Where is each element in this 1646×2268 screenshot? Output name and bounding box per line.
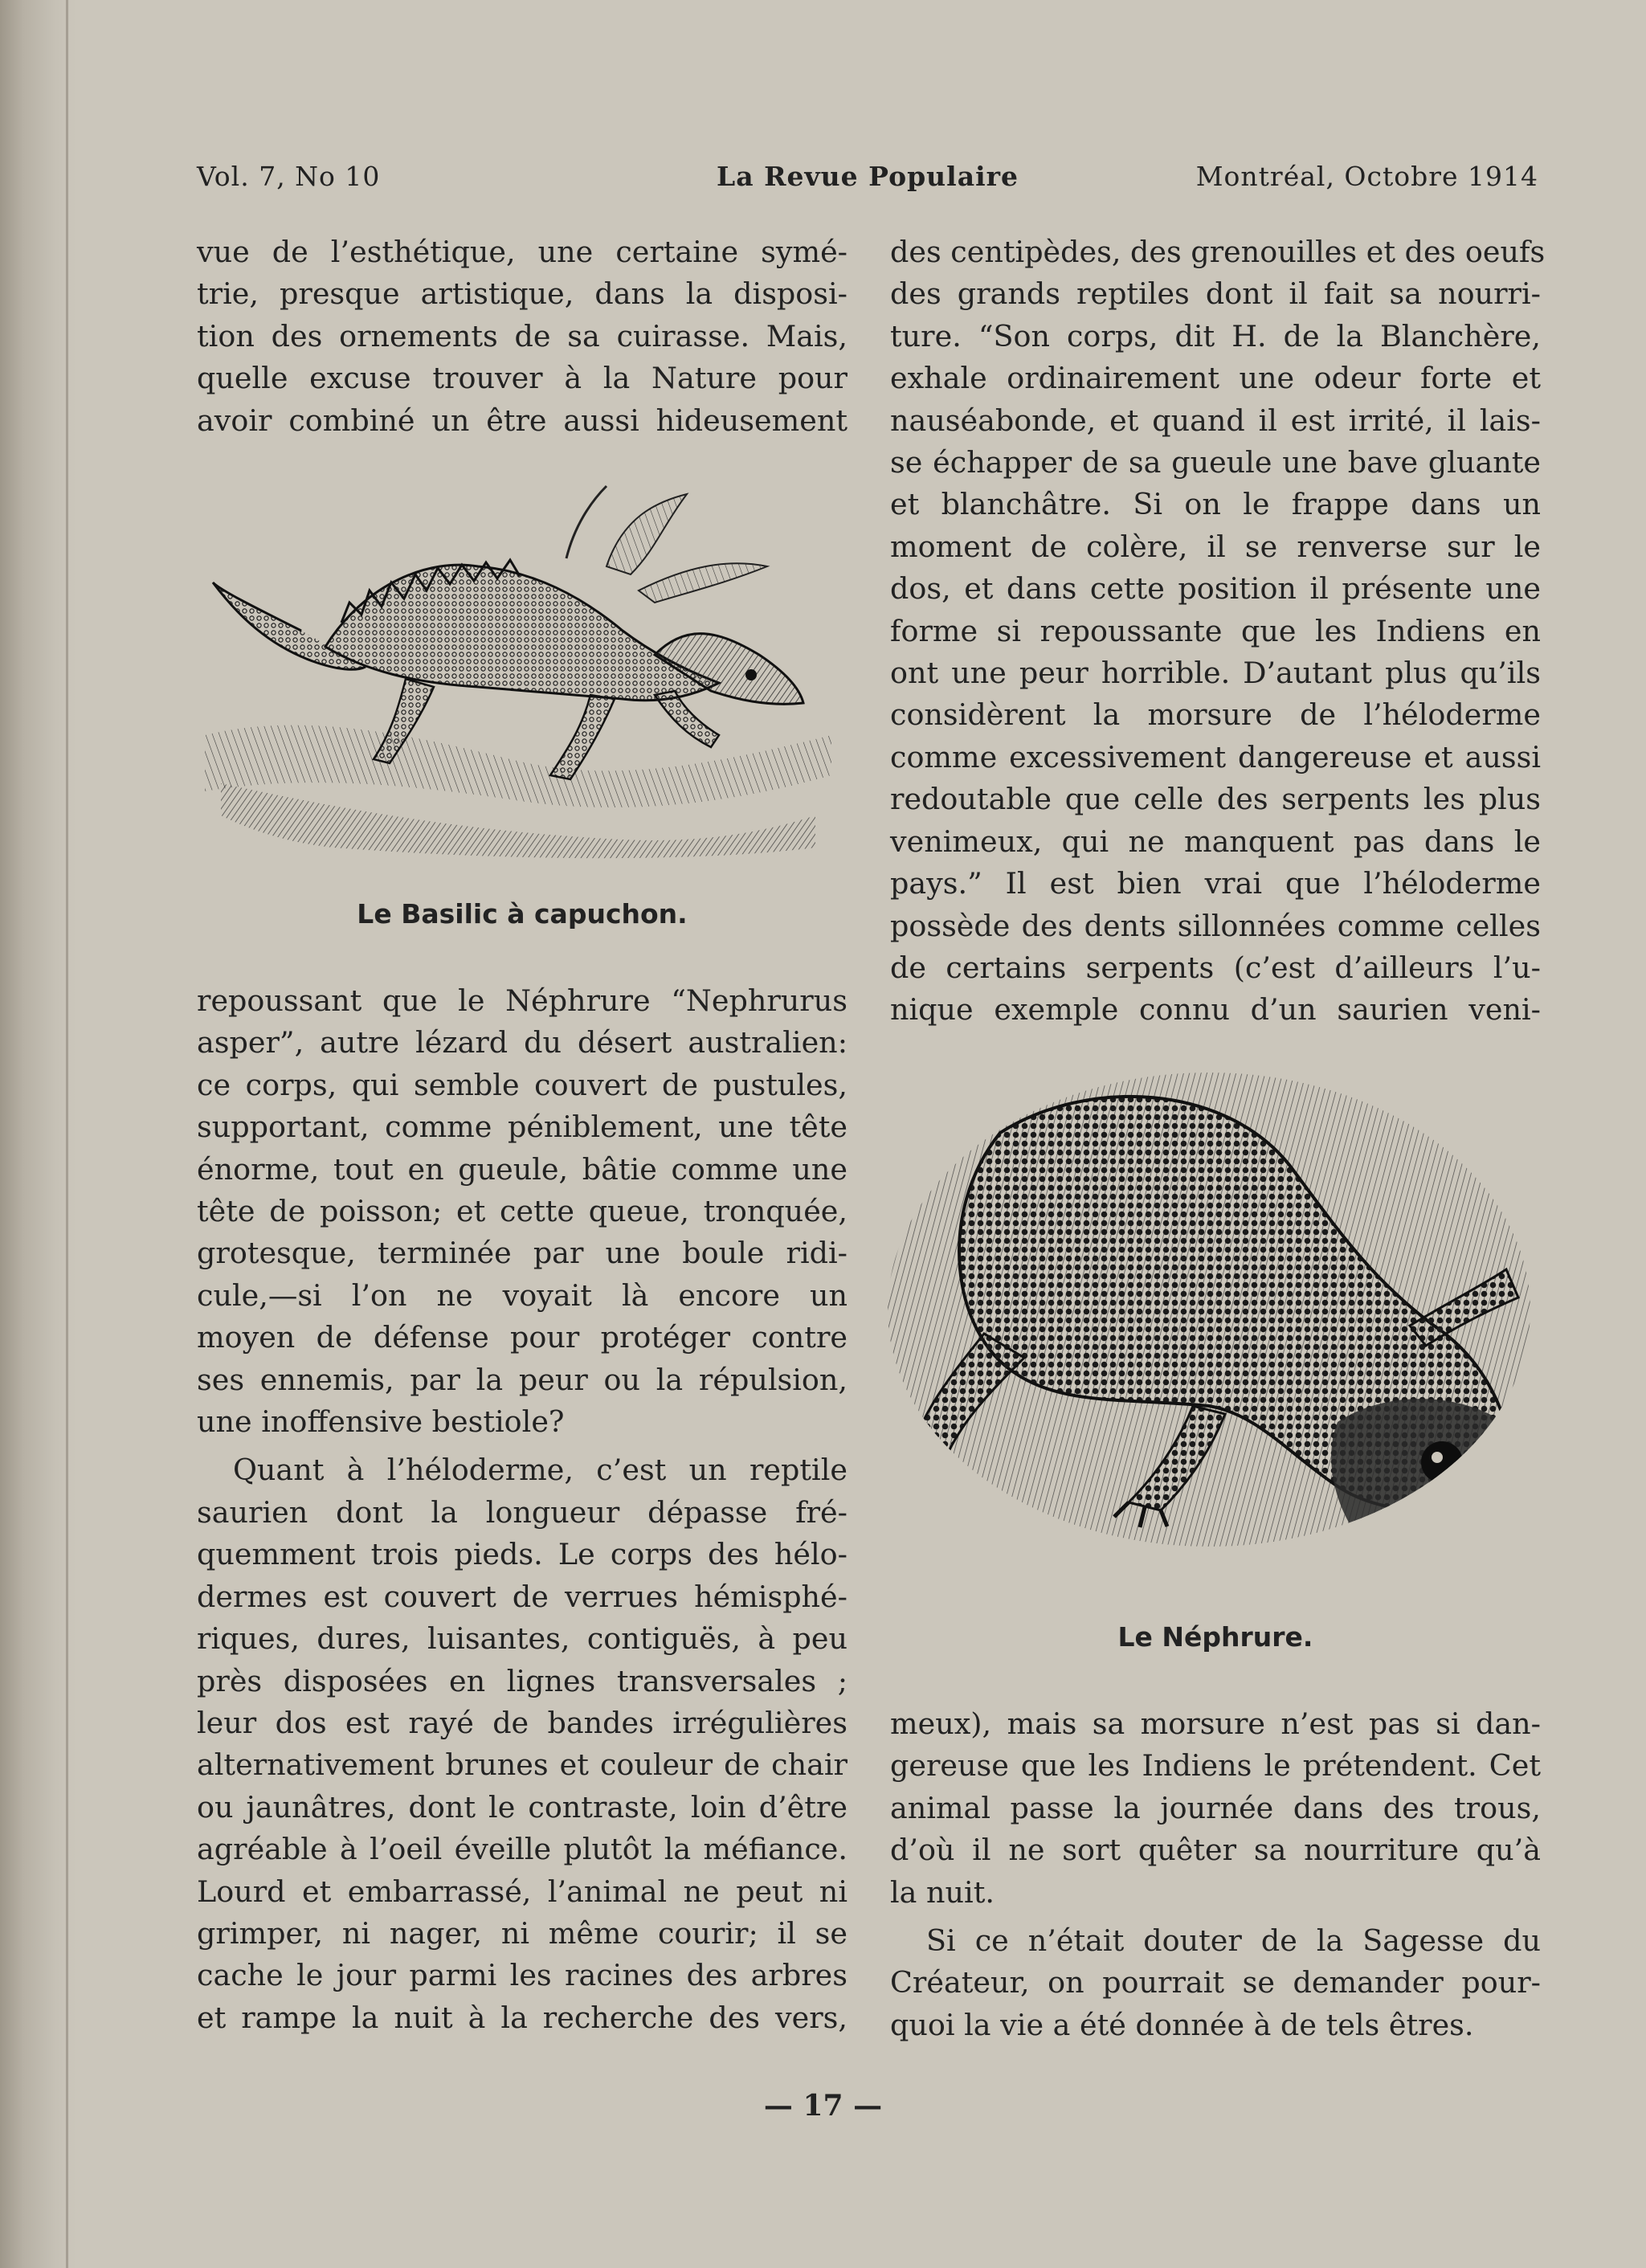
text-line: quemment trois pieds. Le corps des hélo- bbox=[197, 1537, 848, 1572]
text-line: moyen de défense pour protéger contre bbox=[197, 1320, 848, 1355]
text-line: exhale ordinairement une odeur forte et bbox=[890, 361, 1541, 396]
binding-edge bbox=[66, 0, 68, 2268]
page-spine-shadow bbox=[0, 0, 76, 2268]
text-line: pays.” Il est bien vrai que l’héloderme bbox=[890, 866, 1541, 901]
text-line: cule,—si l’on ne voyait là encore un bbox=[197, 1277, 848, 1313]
nephrure-illustration bbox=[888, 1069, 1530, 1551]
text-line: possède des dents sillonnées comme celles bbox=[890, 908, 1541, 943]
text-line: la nuit. bbox=[890, 1874, 995, 1910]
text-line: gereuse que les Indiens le prétendent. Cet bbox=[890, 1748, 1541, 1784]
text-line: alternativement brunes et couleur de chair bbox=[197, 1747, 848, 1783]
text-line: une inoffensive bestiole? bbox=[197, 1404, 565, 1440]
text-line: redoutable que celle des serpents les plus bbox=[890, 782, 1541, 817]
text-line: Créateur, on pourrait se demander pour- bbox=[890, 1965, 1541, 2000]
text-line: ont une peur horrible. D’autant plus qu’ils bbox=[890, 656, 1541, 691]
text-line: et blanchâtre. Si on le frappe dans un bbox=[890, 487, 1541, 522]
text-line: asper”, autre lézard du désert australien: bbox=[197, 1025, 848, 1060]
text-line: grotesque, terminée par une boule ridi- bbox=[197, 1236, 848, 1271]
text-line: comme excessivement dangereuse et aussi bbox=[890, 739, 1541, 774]
text-line: ture. “Son corps, dit H. de la Blanchère, bbox=[890, 318, 1541, 353]
right-column-bottom-text bbox=[890, 1703, 1541, 2046]
nephrure-engraving bbox=[888, 1069, 1530, 1551]
left-column-top-text bbox=[197, 231, 848, 442]
text-line: de certains serpents (c’est d’ailleurs l’u- bbox=[890, 950, 1541, 985]
text-line: ce corps, qui semble couvert de pustules, bbox=[197, 1067, 848, 1102]
volume-number: Vol. 7, No 10 bbox=[197, 161, 381, 192]
text-line: avoir combiné un être aussi hideusement bbox=[197, 403, 848, 438]
text-line: agréable à l’oeil éveille plutôt la méfiance. bbox=[197, 1832, 848, 1867]
text-line: supportant, comme péniblement, une tête bbox=[197, 1109, 848, 1145]
text-line: meux), mais sa morsure n’est pas si dan- bbox=[890, 1706, 1541, 1741]
text-line: Quant à l’héloderme, c’est un reptile bbox=[233, 1453, 848, 1488]
paragraph bbox=[197, 980, 848, 1443]
text-line: des centipèdes, des grenouilles et des oeufs bbox=[890, 235, 1546, 269]
magazine-title: La Revue Populaire bbox=[717, 161, 1019, 192]
text-line: riques, dures, luisantes, contiguës, à peu bbox=[197, 1621, 848, 1657]
text-line: dermes est couvert de verrues hémisphé- bbox=[197, 1579, 848, 1614]
text-line: Si ce n’était douter de la Sagesse du bbox=[926, 1923, 1541, 1959]
text-line: venimeux, qui ne manquent pas dans le bbox=[890, 823, 1541, 859]
basilisk-illustration bbox=[205, 470, 831, 864]
text-line: cache le jour parmi les racines des arbres bbox=[197, 1958, 848, 1993]
text-line: nique exemple connu d’un saurien veni- bbox=[890, 992, 1541, 1028]
paragraph bbox=[890, 1703, 1541, 1914]
text-line: considèrent la morsure de l’héloderme bbox=[890, 697, 1541, 733]
text-line: énorme, tout en gueule, bâtie comme une bbox=[197, 1151, 848, 1187]
text-line: et rampe la nuit à la recherche des vers, bbox=[197, 2000, 848, 2035]
text-line: ou jaunâtres, dont le contraste, loin d’être bbox=[197, 1789, 848, 1825]
text-line: vue de l’esthétique, une certaine symé- bbox=[197, 235, 848, 269]
right-column-top-text bbox=[890, 231, 1546, 1032]
text-line: d’où il ne sort quêter sa nourriture qu’à bbox=[890, 1833, 1541, 1868]
text-line: forme si repoussante que les Indiens en bbox=[890, 613, 1541, 648]
paragraph bbox=[890, 1920, 1541, 2046]
text-line: tion des ornements de sa cuirasse. Mais, bbox=[197, 318, 848, 353]
text-line: près disposées en lignes transversales ; bbox=[197, 1663, 848, 1698]
paragraph bbox=[890, 231, 1546, 1032]
text-line: des grands reptiles dont il fait sa nourri- bbox=[890, 276, 1541, 312]
text-line: grimper, ni nager, ni même courir; il se bbox=[197, 1915, 848, 1951]
text-line: quoi la vie a été donnée à de tels êtres. bbox=[890, 2007, 1474, 2042]
text-line: leur dos est rayé de bandes irrégulières bbox=[197, 1705, 848, 1740]
text-line: Lourd et embarrassé, l’animal ne peut ni bbox=[197, 1874, 848, 1909]
text-line: animal passe la journée dans des trous, bbox=[890, 1790, 1541, 1825]
text-line: saurien dont la longueur dépasse fré- bbox=[197, 1494, 848, 1530]
page-number: — 17 — bbox=[763, 2089, 883, 2123]
text-line: ses ennemis, par la peur ou la répulsion, bbox=[197, 1362, 848, 1397]
text-line: se échapper de sa gueule une bave gluante bbox=[890, 445, 1541, 480]
text-line: tête de poisson; et cette queue, tronquée, bbox=[197, 1194, 848, 1229]
paragraph bbox=[197, 1449, 848, 2039]
dateline: Montréal, Octobre 1914 bbox=[1195, 161, 1538, 192]
text-line: quelle excuse trouver à la Nature pour bbox=[197, 361, 848, 396]
text-line: nauséabonde, et quand il est irrité, il lais- bbox=[890, 403, 1541, 438]
figure-caption-basilisk: Le Basilic à capuchon. bbox=[357, 898, 688, 930]
running-header bbox=[197, 161, 1538, 201]
figure-caption-nephrure: Le Néphrure. bbox=[1117, 1621, 1313, 1653]
text-line: trie, presque artistique, dans la disposi- bbox=[197, 276, 848, 312]
paragraph bbox=[197, 231, 848, 442]
text-line: moment de colère, il se renverse sur le bbox=[890, 529, 1541, 564]
text-line: repoussant que le Néphrure “Nephrurus bbox=[197, 983, 848, 1018]
basilisk-engraving bbox=[205, 470, 831, 864]
text-line: dos, et dans cette position il présente une bbox=[890, 571, 1541, 607]
left-column-bottom-text bbox=[197, 980, 848, 2039]
